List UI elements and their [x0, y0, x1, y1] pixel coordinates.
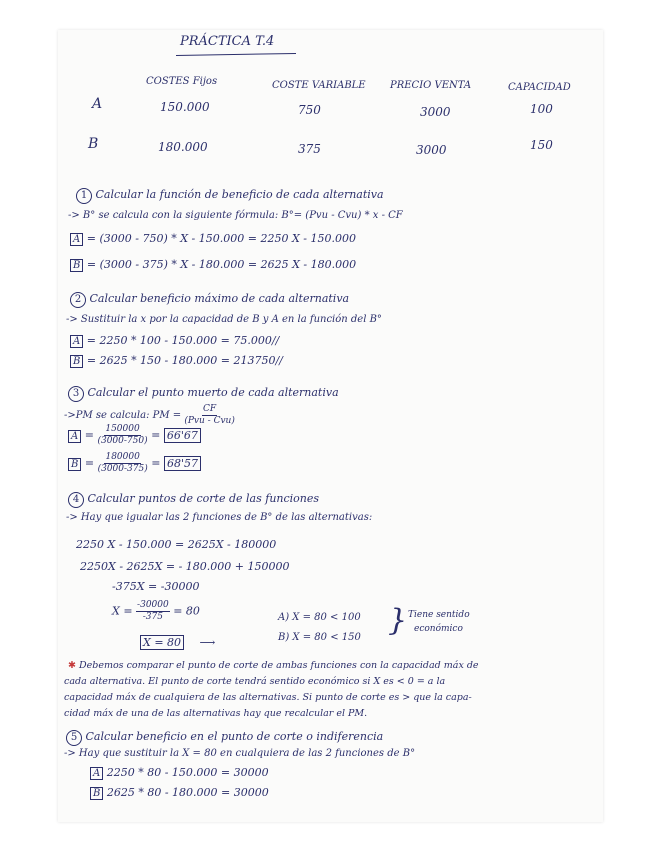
section-4-line-3: -375X = -30000 — [112, 580, 200, 593]
section-1-title: Calcular la función de beneficio de cada alternativa — [95, 188, 384, 201]
brace-icon: } — [388, 603, 408, 638]
eq-b-text: = (3000 - 375) * X - 180.000 = 2625 X - 180.000 — [86, 258, 357, 271]
section-1-eq-a — [70, 232, 356, 245]
row-a-label: A — [92, 96, 103, 112]
section-2-eq-b — [70, 354, 283, 367]
row-b-capacidad: 150 — [530, 138, 553, 152]
pm-a-numerator: 150000 — [105, 424, 140, 434]
pm-a-result: 66'67 — [164, 428, 201, 443]
section-5-eq-a — [90, 766, 269, 779]
paragraph-line-3: capacidad máx de cualquiera de las alternativas. Si punto de corte es > que la capa- — [64, 692, 472, 703]
header-coste-variable: COSTE VARIABLE — [272, 80, 366, 91]
section-3-title: Calcular el punto muerto de cada alternativa — [87, 386, 339, 399]
check-b: B) X = 80 < 150 — [278, 632, 361, 643]
row-a-coste-variable: 750 — [298, 103, 321, 117]
section-3-eq-b: B = $\frac{180000}{(3000-375)}$ = 68'57 — [68, 452, 201, 475]
section-4-line-1: 2250 X - 150.000 = 2625X - 180000 — [76, 538, 277, 551]
box-a: A — [90, 767, 103, 780]
section-2-heading — [70, 292, 349, 308]
section-3-eq-a: A = $\frac{150000}{(3000-750)}$ = 66'67 — [68, 424, 201, 447]
section-4-heading — [68, 492, 319, 508]
header-capacidad: CAPACIDAD — [508, 82, 571, 93]
row-a-precio-venta: 3000 — [420, 105, 451, 119]
pm-b-result: 68'57 — [164, 456, 201, 471]
row-a-costes-fijos: 150.000 — [160, 100, 210, 114]
eq-a-text: = (3000 - 750) * X - 150.000 = 2250 X - 150.000 — [86, 232, 356, 245]
line-4-lhs: X = — [112, 604, 133, 618]
eq-b-text: 2625 * 80 - 180.000 = 30000 — [106, 786, 269, 799]
pm-a-fraction — [97, 424, 147, 447]
box-b: B — [68, 458, 81, 471]
section-4-result — [140, 636, 215, 649]
box-a: A — [70, 335, 83, 348]
section-3-heading — [68, 386, 339, 402]
brace-text-1: Tiene sentido — [408, 610, 470, 620]
row-a-capacidad: 100 — [530, 102, 553, 116]
eq-a-text: 2250 * 80 - 150.000 = 30000 — [106, 766, 269, 779]
paragraph-line-1 — [68, 660, 479, 671]
row-b-coste-variable: 375 — [298, 142, 321, 156]
section-1-heading — [76, 188, 384, 204]
box-b: B — [90, 787, 103, 800]
box-b: B — [70, 259, 83, 272]
section-number-badge: 1 — [76, 188, 92, 204]
warning-mark-icon: ✱ — [68, 660, 76, 671]
section-4-title: Calcular puntos de corte de las funciones — [87, 492, 320, 505]
section-2-title: Calcular beneficio máximo de cada alternativa — [89, 292, 350, 305]
box-a: A — [68, 430, 81, 443]
check-a: A) X = 80 < 100 — [278, 612, 361, 623]
section-2-eq-a — [70, 334, 279, 347]
section-number-badge: 3 — [68, 386, 84, 402]
section-5-heading — [66, 730, 383, 746]
brace-text-2: económico — [414, 624, 463, 634]
arrow-right-icon: ⟶ — [199, 636, 216, 649]
eq-a-text: = 2250 * 100 - 150.000 = 75.000// — [86, 334, 280, 347]
box-b: B — [70, 355, 83, 368]
pm-b-fraction — [98, 452, 148, 475]
x-fraction — [136, 600, 170, 623]
section-number-badge: 2 — [70, 292, 86, 308]
paragraph-line-4: cidad máx de una de las alternativas hay que recalcular el PM. — [64, 708, 368, 719]
x-numerator: -30000 — [137, 600, 169, 610]
section-1-note: -> B° se calcula con la siguiente fórmula: B°= (Pvu - Cvu) * x - CF — [68, 210, 403, 221]
section-4-line-2: 2250X - 2625X = - 180.000 + 150000 — [80, 560, 290, 573]
pm-b-denominator: (3000-375) — [97, 464, 148, 474]
section-5-eq-b — [90, 786, 269, 799]
row-b-costes-fijos: 180.000 — [158, 140, 208, 154]
section-5-title: Calcular beneficio en el punto de corte o indiferencia — [85, 730, 384, 743]
x-boxed-result: X = 80 — [140, 635, 184, 650]
section-number-badge: 5 — [66, 730, 82, 746]
row-b-precio-venta: 3000 — [416, 143, 447, 157]
row-b-label: B — [88, 136, 99, 152]
pm-formula-label: ->PM se calcula: PM = — [64, 410, 182, 421]
x-denominator: -375 — [142, 612, 163, 622]
section-2-note: -> Sustituir la x por la capacidad de B y A en la función del B° — [66, 314, 382, 325]
pm-numerator: CF — [203, 404, 217, 414]
pm-denominator: (Pvu - Cvu) — [184, 416, 235, 426]
pm-a-denominator: (3000-750) — [97, 436, 148, 446]
pm-b-numerator: 180000 — [105, 452, 140, 462]
line-4-rhs: = 80 — [173, 604, 200, 618]
header-costes-fijos: COSTES Fijos — [146, 76, 218, 87]
paragraph-line-2: cada alternativa. El punto de corte tendrá sentido económico si X es < 0 = a la — [64, 676, 446, 687]
section-1-eq-b — [70, 258, 356, 271]
paragraph-text-1: Debemos comparar el punto de corte de ambas funciones con la capacidad máx de — [79, 660, 479, 671]
page-title: PRÁCTICA T.4 — [180, 34, 275, 49]
section-number-badge: 4 — [68, 492, 84, 508]
box-a: A — [70, 233, 83, 246]
header-precio-venta: PRECIO VENTA — [390, 80, 472, 91]
eq-b-text: = 2625 * 150 - 180.000 = 213750// — [86, 354, 283, 367]
section-4-note: -> Hay que igualar las 2 funciones de B° de las alternativas: — [66, 512, 373, 523]
section-4-line-4 — [112, 600, 200, 623]
section-5-note: -> Hay que sustituir la X = 80 en cualquiera de las 2 funciones de B° — [64, 748, 416, 759]
